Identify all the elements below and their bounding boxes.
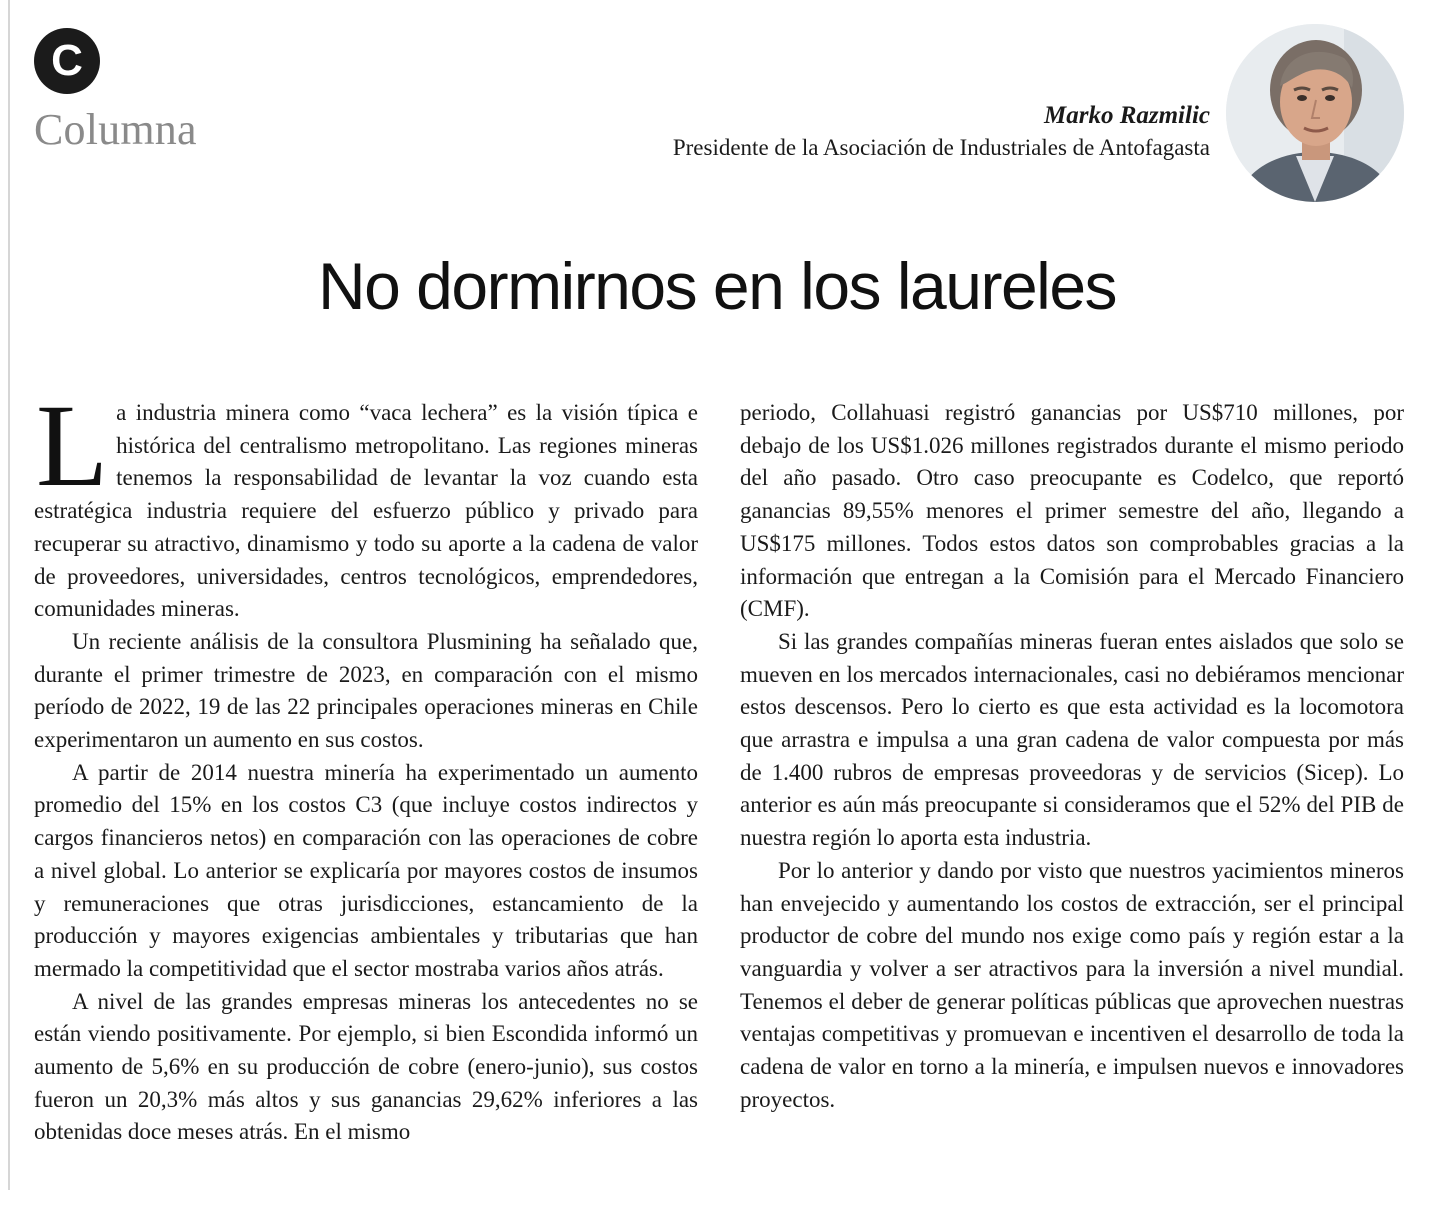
article-paragraph: Un reciente análisis de la consultora Plusmining ha señalado que, durante el primer trimestre de 2023, en comparación con el mismo período de 2022, 19 de las 22 principales operaciones mineras en Chile experimentaron un aumento en sus costos. bbox=[34, 628, 698, 753]
author-photo bbox=[1226, 24, 1404, 202]
author-name: Marko Razmilic bbox=[1044, 102, 1210, 129]
article-paragraph bbox=[34, 380, 698, 626]
section-badge: C bbox=[34, 28, 100, 94]
section-label: Columna bbox=[34, 105, 197, 154]
author-photo-image bbox=[1226, 24, 1404, 202]
article-paragraph: periodo, Collahuasi registró ganancias por US$710 millones, por debajo de los US$1.026 millones registrados durante el mismo periodo del año pasado. Otro caso preocupante es Codelco, que reportó ganancias 89,55% menores el primer semestre del año, llegando a US$175 millones. Todos estos datos son comprobables gracias a la información que entregan a la Comisión para el Mercado Financiero (CMF). bbox=[740, 400, 1404, 622]
article-paragraph: Por lo anterior y dando por visto que nuestros yacimientos mineros han envejecido y aumentando los costos de extracción, ser el principal productor de cobre del mundo nos exige como país y región estar a la vanguardia y volver a ser atractivos para la inversión a nivel mundial. Tenemos el deber de generar políticas públicas que aprovechen nuestras ventajas competitivas y promuevan e incentiven el desarrollo de toda la cadena de valor en torno a la minería, e impulsen nuevos e innovadores proyectos. bbox=[740, 857, 1404, 1112]
article-paragraph: A nivel de las grandes empresas mineras los antecedentes no se están viendo positivamente. Por ejemplo, si bien Escondida informó un aumento de 5,6% en su producción de cobre (enero-junio), sus costos fueron un 20,3% más altos y sus ganancias 29,62% inferiores a las obtenidas doce meses atrás. En el mismo bbox=[34, 988, 698, 1145]
byline bbox=[673, 100, 1210, 164]
article-column-right bbox=[740, 397, 1404, 1116]
article-column-left bbox=[34, 380, 698, 1149]
article-title: No dormirnos en los laureles bbox=[317, 249, 1117, 323]
left-margin-rule bbox=[8, 0, 10, 1190]
article-paragraph: Si las grandes compañías mineras fueran entes aislados que solo se mueven en los mercados internacionales, casi no debiéramos mencionar estos descensos. Pero lo cierto es que esta actividad es la locomotora que arrastra e impulsa a una gran cadena de valor compuesta por más de 1.400 rubros de empresas proveedoras y de servicios (Sicep). Lo anterior es aún más preocupante si consideramos que el 52% del PIB de nuestra región lo aporta esta industria. bbox=[740, 628, 1404, 851]
drop-cap: L bbox=[36, 380, 109, 511]
paragraph-text: a industria minera como “vaca lechera” es la visión típica e histórica del centralismo metropolitano. Las regiones mineras tenemos la responsabilidad de levantar la voz cuando esta estratégica industria requiere del esfuerzo público y privado para recuperar su atractivo, dinamismo y todo su aporte a la cadena de valor de proveedores, universidades, centros tecnológicos, emprendedores, comunidades mineras. bbox=[34, 400, 698, 622]
author-role: Presidente de la Asociación de Industriales de Antofagasta bbox=[672, 135, 1210, 160]
article-paragraph: A partir de 2014 nuestra minería ha experimentado un aumento promedio del 15% en los costos C3 (que incluye costos indirectos y cargos financieros netos) en comparación con las operaciones de cobre a nivel global. Lo anterior se explicaría por mayores costos de insumos y remuneraciones que otras jurisdicciones, estancamiento de la producción y mayores exigencias ambientales y tributarias que han mermado la competitividad que el sector mostraba varios años atrás. bbox=[34, 759, 698, 981]
